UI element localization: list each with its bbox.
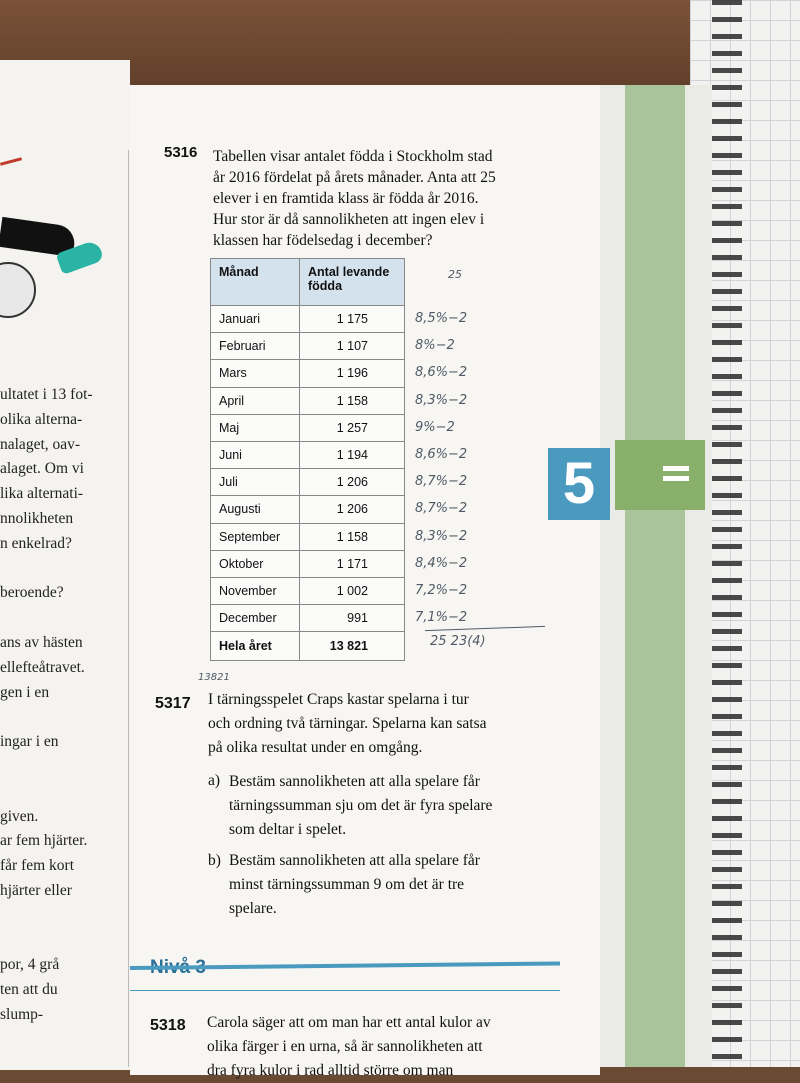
left-line: ans av hästen <box>0 633 83 651</box>
handwritten-line: 8,6%−2 <box>415 365 468 381</box>
left-line: gen i en <box>0 683 50 701</box>
table-row <box>211 523 405 550</box>
table-row <box>211 469 405 496</box>
left-line <box>0 929 128 954</box>
subtask-b-text <box>229 849 480 921</box>
births-cell: 1 158 <box>300 387 405 414</box>
month-cell: Mars <box>211 360 300 387</box>
task-line: tärningssumman sju om det är fyra spelare <box>229 797 493 814</box>
left-line <box>0 755 128 780</box>
handwritten-note-5317: 13821 <box>198 672 230 683</box>
births-cell: 1 206 <box>300 496 405 523</box>
table-row <box>211 577 405 604</box>
total-label-cell: Hela året <box>211 632 300 661</box>
left-line: alaget. Om vi <box>0 460 84 478</box>
left-line: ten att du <box>0 981 58 999</box>
task-line: minst tärningssumman 9 om det är tre <box>229 876 465 893</box>
births-cell: 1 002 <box>300 577 405 604</box>
handwritten-line: 7,2%−2 <box>415 582 468 598</box>
subtask-a-label: a) <box>208 772 221 789</box>
handwritten-line: 8%−2 <box>415 338 455 354</box>
column-divider <box>128 150 129 1067</box>
month-cell: Maj <box>211 414 300 441</box>
handwritten-line: 8,5%−2 <box>415 311 468 326</box>
left-line: given. <box>0 807 39 825</box>
task-line: år 2016 fördelat på årets månader. Anta att 25 <box>213 169 496 186</box>
task-line: på olika resultat under en omgång. <box>208 739 423 756</box>
table-row <box>211 360 405 387</box>
table-row <box>211 387 405 414</box>
handwritten-line: 8,3%−2 <box>415 528 468 544</box>
left-line: por, 4 grå <box>0 956 60 974</box>
handwritten-line: 8,7%−2 <box>415 501 468 517</box>
month-cell: December <box>211 605 300 632</box>
task-line: som deltar i spelet. <box>229 821 347 838</box>
left-line: nnolikheten <box>0 509 74 527</box>
month-cell: September <box>211 523 300 550</box>
task-line: Hur stor är då sannolikheten att ingen elev i <box>213 211 485 228</box>
births-table <box>210 258 405 661</box>
month-cell: Januari <box>211 306 300 333</box>
left-line: olika alterna- <box>0 410 83 428</box>
month-cell: April <box>211 387 300 414</box>
task-number-5317: 5317 <box>155 695 191 712</box>
table-row <box>211 550 405 577</box>
table-row <box>211 496 405 523</box>
births-cell: 1 206 <box>300 469 405 496</box>
handwritten-line: 9%−2 <box>415 419 455 435</box>
left-line: ingar i en <box>0 733 59 751</box>
month-cell: November <box>211 577 300 604</box>
task-line: elever i en framtida klass är födda år 2016. <box>213 190 479 207</box>
table-row <box>211 441 405 468</box>
task-line: Bestäm sannolikheten att alla spelare får <box>229 852 480 869</box>
table-header-row <box>211 259 405 306</box>
month-cell: Juni <box>211 441 300 468</box>
left-line: ar fem hjärter. <box>0 832 88 850</box>
task-5317-text <box>208 688 487 760</box>
handwritten-line: 8,4%−2 <box>415 555 468 571</box>
subtask-a-text <box>229 770 492 842</box>
month-cell: Februari <box>211 333 300 360</box>
task-number-5316: 5316 <box>164 144 198 161</box>
left-line <box>0 557 128 582</box>
task-line: Carola säger att om man har ett antal kulor av <box>207 1014 491 1031</box>
month-cell: Augusti <box>211 496 300 523</box>
handwritten-line: 8,7%−2 <box>415 474 468 490</box>
equals-icon <box>663 466 689 471</box>
green-chapter-mark <box>615 440 705 510</box>
births-cell: 1 257 <box>300 414 405 441</box>
left-line: nalaget, oav- <box>0 435 81 453</box>
left-line: hjärter eller <box>0 881 72 899</box>
left-line: n enkelrad? <box>0 534 72 552</box>
left-line: lika alternati- <box>0 485 84 503</box>
births-cell: 1 196 <box>300 360 405 387</box>
handwritten-sum: 25 23(4) <box>430 634 486 649</box>
month-cell: Juli <box>211 469 300 496</box>
subtask-b-label: b) <box>208 852 221 869</box>
task-line: Bestäm sannolikheten att alla spelare får <box>229 773 480 790</box>
task-line: spelare. <box>229 900 277 917</box>
births-cell: 991 <box>300 605 405 632</box>
left-line: beroende? <box>0 584 64 602</box>
task-line: Tabellen visar antalet födda i Stockholm stad <box>213 148 493 165</box>
births-cell: 1 194 <box>300 441 405 468</box>
notebook-spiral <box>712 0 742 1067</box>
left-line <box>0 606 128 631</box>
chapter-number-tab: 5 <box>548 448 610 520</box>
left-line: ultatet i 13 fot- <box>0 386 93 403</box>
task-line: dra fyra kulor i rad alltid större om man <box>207 1062 454 1079</box>
green-page-tab <box>625 85 685 1067</box>
table-total-row <box>211 632 405 661</box>
handwritten-note-top: 25 <box>448 268 462 281</box>
handwritten-line: 8,3%−2 <box>415 392 468 408</box>
births-cell: 1 171 <box>300 550 405 577</box>
task-5316-text <box>213 146 496 251</box>
task-line: olika färger i en urna, så är sannolikheten att <box>207 1038 483 1055</box>
level-rule-thin <box>130 990 560 991</box>
handwritten-notes <box>415 305 565 631</box>
task-line: och ordning två tärningar. Spelarna kan satsa <box>208 715 487 732</box>
table-row <box>211 414 405 441</box>
births-cell: 1 158 <box>300 523 405 550</box>
task-number-5318: 5318 <box>150 1017 186 1034</box>
left-column-text <box>0 383 128 1028</box>
births-cell: 1 175 <box>300 306 405 333</box>
task-5318-text <box>207 1011 491 1083</box>
table-row <box>211 333 405 360</box>
left-line: får fem kort <box>0 857 75 875</box>
left-line <box>0 705 128 730</box>
left-line: slump- <box>0 1005 44 1023</box>
left-line: ellefteåtravet. <box>0 658 85 676</box>
handwritten-line: 8,6%−2 <box>415 446 468 462</box>
total-value-cell: 13 821 <box>300 632 405 661</box>
task-line: I tärningsspelet Craps kastar spelarna i tur <box>208 691 469 708</box>
births-cell: 1 107 <box>300 333 405 360</box>
handwritten-line: 7,1%−2 <box>415 610 468 626</box>
left-line <box>0 904 128 929</box>
table-row <box>211 306 405 333</box>
left-line <box>0 780 128 805</box>
table-row <box>211 605 405 632</box>
header-month: Månad <box>211 259 300 306</box>
header-births: Antal levande födda <box>300 259 405 306</box>
month-cell: Oktober <box>211 550 300 577</box>
task-line: klassen har födelsedag i december? <box>213 232 433 249</box>
